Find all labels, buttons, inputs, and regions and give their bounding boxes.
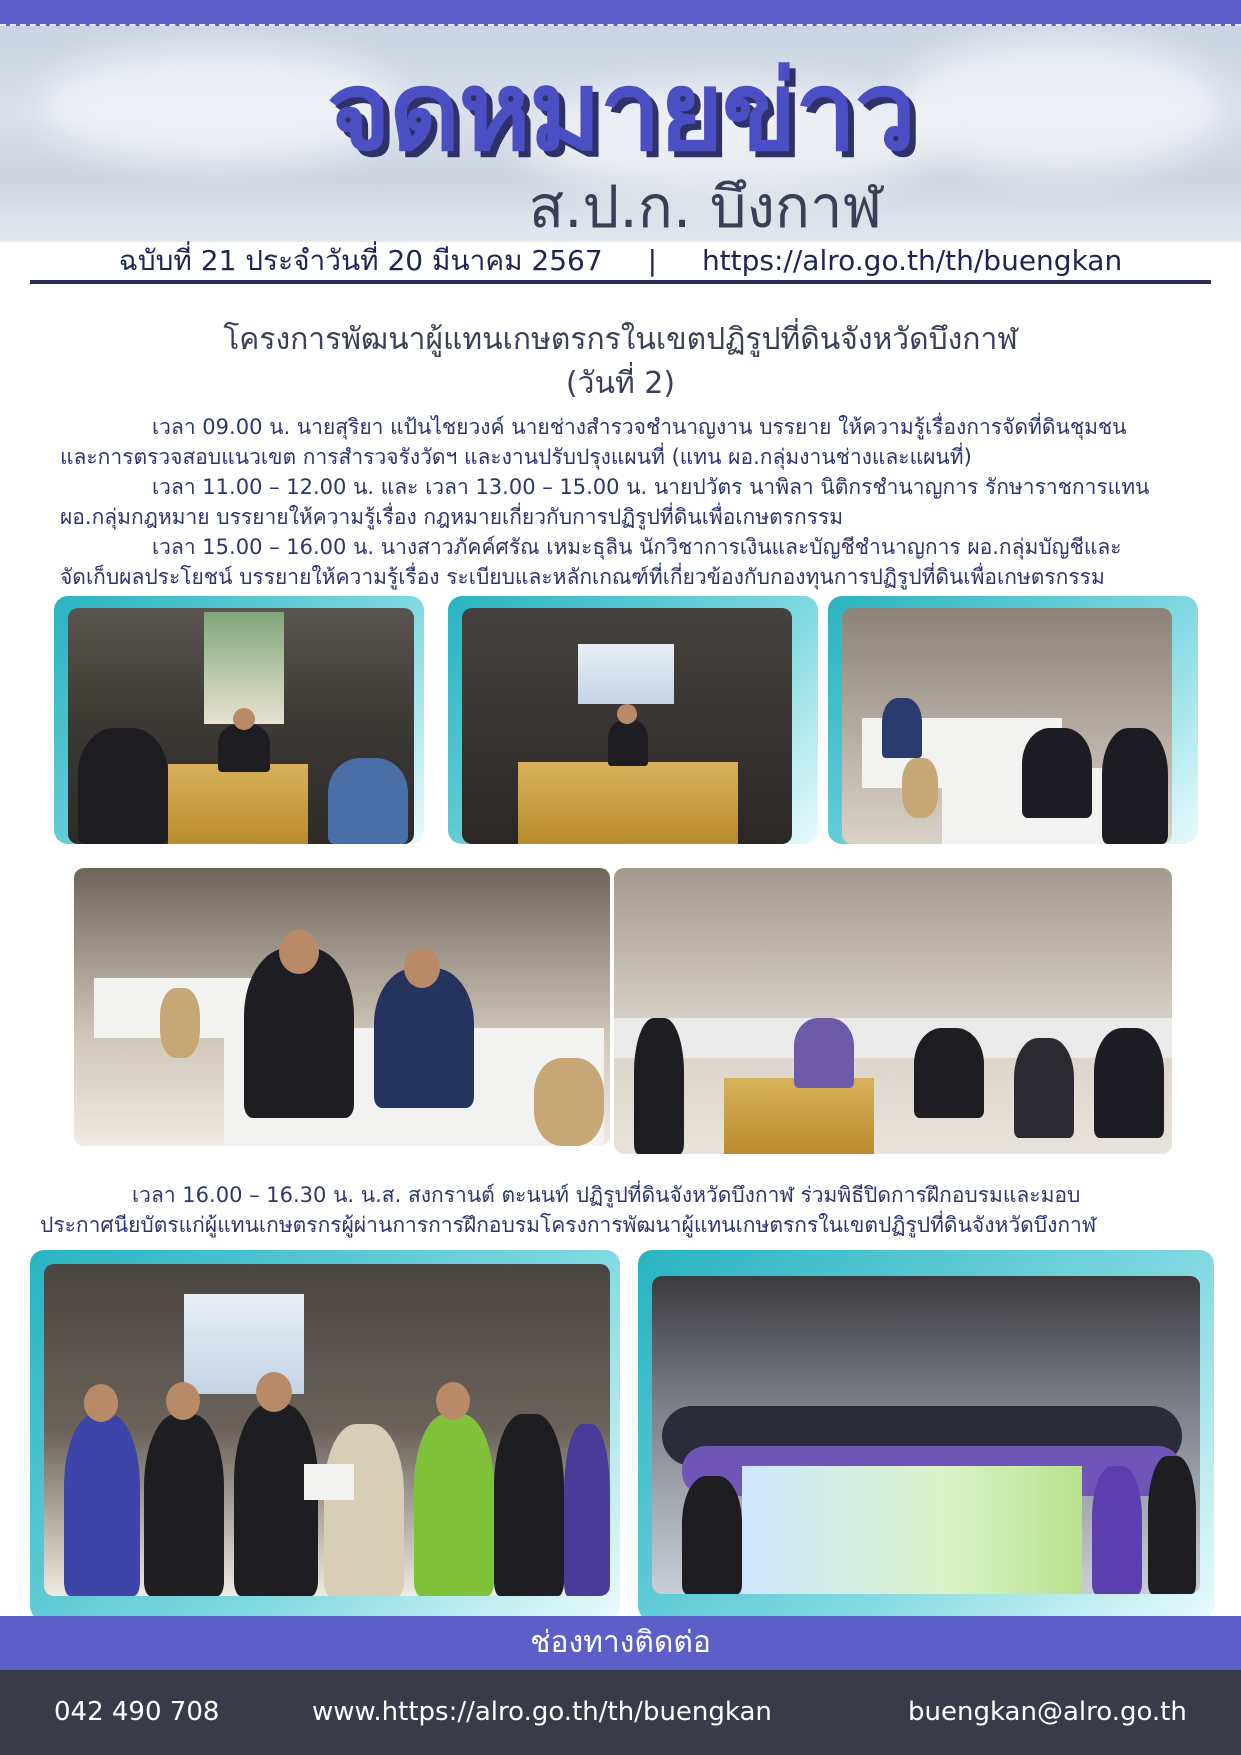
paragraph-text: ประกาศนียบัตรแก่ผู้แทนเกษตรกรผู้ผ่านการการฝึกอบรมโครงการพัฒนาผู้แทนเกษตรกรในเขตปฏิรูปที่ดินจังหวัดบึงกาฬ bbox=[40, 1213, 1097, 1237]
headline-line: โครงการพัฒนาผู้แทนเกษตรกรในเขตปฏิรูปที่ดินจังหวัดบึงกาฬ bbox=[223, 322, 1018, 357]
paragraph-text: และการตรวจสอบแนวเขต การสำรวจรังวัดฯ และงานปรับปรุงแผนที่ (แทน ผอ.กลุ่มงานช่างและแผนที่) bbox=[60, 445, 972, 469]
issue-info bbox=[30, 243, 1211, 279]
paragraph-3 bbox=[60, 532, 1181, 592]
footer bbox=[0, 1670, 1241, 1755]
photo-lecture-2 bbox=[462, 608, 792, 844]
photo-audience-1 bbox=[842, 608, 1172, 844]
photo-group-certificates bbox=[652, 1276, 1200, 1594]
paragraph-4 bbox=[40, 1180, 1201, 1240]
photo-audience-2 bbox=[614, 868, 1172, 1154]
photo-lecture-1 bbox=[68, 608, 414, 844]
divider bbox=[30, 280, 1211, 284]
photo-frame bbox=[448, 596, 818, 844]
photo-participant-speaking bbox=[74, 868, 610, 1146]
photo-frame bbox=[828, 596, 1198, 844]
top-accent-bar bbox=[0, 0, 1241, 26]
website-link[interactable]: www.https://alro.go.th/th/buengkan bbox=[312, 1697, 772, 1727]
paragraph-text: เวลา 16.00 – 16.30 น. น.ส. สงกรานต์ ตะนนท์ ปฏิรูปที่ดินจังหวัดบึงกาฬ ร่วมพิธีปิดการฝึกอบรมและมอบ bbox=[132, 1183, 1081, 1207]
office-name: ส.ป.ก. บึงกาฬ bbox=[528, 173, 883, 241]
paragraph-1 bbox=[60, 412, 1181, 472]
photo-frame bbox=[54, 596, 424, 844]
paragraph-text: ผอ.กลุ่มกฎหมาย บรรยายให้ความรู้เรื่อง กฎหมายเกี่ยวกับการปฏิรูปที่ดินเพื่อเกษตรกรรม bbox=[60, 505, 844, 529]
paragraph-2 bbox=[60, 472, 1181, 532]
photo-certificate-handover bbox=[44, 1264, 610, 1596]
article-headline bbox=[60, 318, 1181, 406]
issue-url[interactable]: https://alro.go.th/th/buengkan bbox=[701, 244, 1123, 277]
headline-day: (วันที่ 2) bbox=[565, 366, 676, 401]
email-link[interactable]: buengkan@alro.go.th bbox=[908, 1697, 1187, 1727]
issue-date: ฉบับที่ 21 ประจำวันที่ 20 มีนาคม 2567 bbox=[118, 244, 603, 277]
phone-number[interactable]: 042 490 708 bbox=[54, 1697, 220, 1727]
contact-heading: ช่องทางติดต่อ bbox=[0, 1616, 1241, 1670]
paragraph-text: เวลา 15.00 – 16.00 น. นางสาวภัคค์ศรัณ เหมะธุลิน นักวิชาการเงินและบัญชีชำนาญการ ผอ.กลุ่มบัญชีและ bbox=[152, 535, 1122, 559]
paragraph-text: เวลา 11.00 – 12.00 น. และ เวลา 13.00 – 15.00 น. นายปวัตร นาพิลา นิติกรชำนาญการ รักษาราชการแทน bbox=[152, 475, 1150, 499]
photo-frame bbox=[30, 1250, 620, 1620]
newsletter-title: จดหมายข่าว bbox=[326, 47, 915, 175]
masthead bbox=[0, 26, 1241, 242]
paragraph-text: เวลา 09.00 น. นายสุริยา แป้นไชยวงค์ นายช่างสำรวจชำนาญงาน บรรยาย ให้ความรู้เรื่องการจัดที่ดินชุมชน bbox=[152, 415, 1127, 439]
issue-separator: | bbox=[647, 244, 658, 277]
photo-frame bbox=[638, 1250, 1214, 1620]
paragraph-text: จัดเก็บผลประโยชน์ บรรยายให้ความรู้เรื่อง ระเบียบและหลักเกณฑ์ที่เกี่ยวข้องกับกองทุนการปฏิรูปที่ดินเพื่อเกษตรกรรม bbox=[60, 565, 1105, 589]
